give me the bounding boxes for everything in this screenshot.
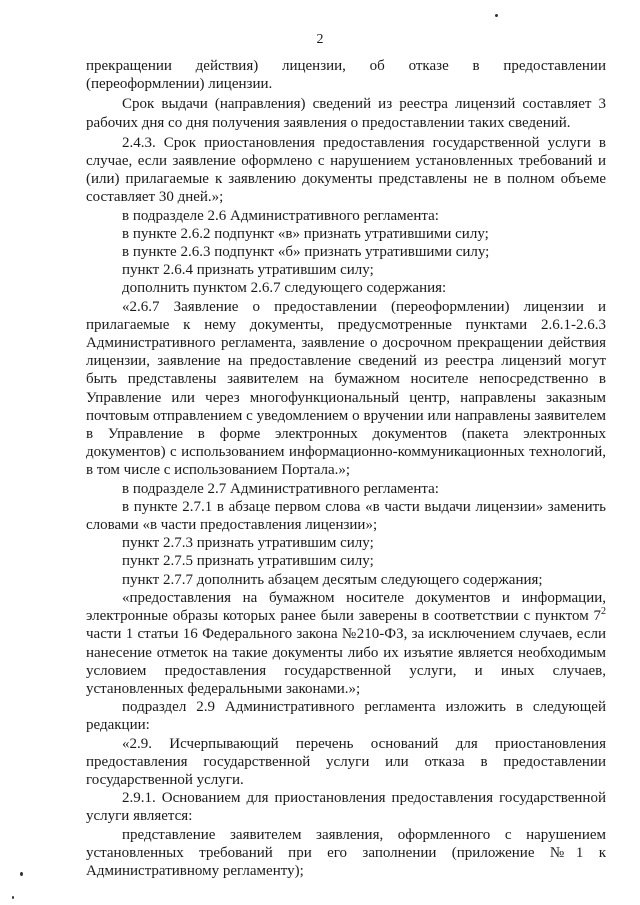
scan-speck (495, 14, 498, 17)
paragraph: пункт 2.7.3 признать утратившим силу; (122, 535, 374, 552)
paragraph: подраздел 2.9 Административного регламента изложить в следующей редакции: (86, 699, 606, 734)
superscript: 2 (601, 606, 606, 618)
paragraph: дополнить пунктом 2.6.7 следующего содержания: (122, 280, 447, 297)
paragraph: прекращении действия) лицензии, об отказе в предоставлении (переоформлении) лицензии. (86, 58, 606, 93)
paragraph: 2.9.1. Основанием для приостановления предоставления государственной услуги является: (86, 790, 606, 825)
paragraph: пункт 2.7.7 дополнить абзацем десятым следующего содержания; (122, 571, 543, 588)
paragraph: «2.9. Исчерпывающий перечень оснований для приостановления предоставления государственной услуги или отказа в предоставлении государственной услуги. (86, 735, 606, 788)
paragraph: Срок выдачи (направления) сведений из реестра лицензий составляет 3 рабочих дня со дня получения заявления о предоставлении таких сведений. (86, 96, 606, 131)
paragraph: в пункте 2.6.2 подпункт «в» признать утратившими силу; (122, 225, 489, 242)
paragraph: пункт 2.6.4 признать утратившим силу; (122, 262, 374, 279)
paragraph-text: части 1 статьи 16 Федерального закона №210-ФЗ, за исключением случаев, если нанесение отметок на такие документы либо их изъятие является необходимым условием предоставления государственной услуги, и иных случаев, установленных федеральными законами.»; (86, 626, 606, 697)
scan-speck (20, 872, 23, 876)
document-body (86, 57, 606, 880)
paragraph: «2.6.7 Заявление о предоставлении (переоформлении) лицензии и прилагаемые к нему документы, предусмотренные пунктами 2.6.1-2.6.3 Административного регламента, заявление о досрочном прекращении действия лицензии, заявление на предоставление сведений из реестра лицензий могут быть представлены заявителем на бумажном носителе непосредственно в Управление или через многофункциональный центр, направлены заказным почтовым отправлением с уведомлением о вручении или направлены заявителем в Управление в форме электронных документов (пакета электронных документов) с использованием информационно-коммуникационных технологий, в том числе с использованием Портала.»; (86, 298, 606, 479)
page-number: 2 (316, 32, 324, 47)
paragraph: в пункте 2.6.3 подпункт «б» признать утратившими силу; (122, 244, 490, 261)
paragraph: в пункте 2.7.1 в абзаце первом слова «в части выдачи лицензии» заменить словами «в части предоставления лицензии»; (86, 498, 606, 534)
paragraph: 2.4.3. Срок приостановления предоставления государственной услуги в случае, если заявление оформлено с нарушением установленных требований и (или) прилагаемые к заявлению документы представлены не в полном объеме составляет 30 дней.»; (86, 134, 606, 206)
paragraph: в подразделе 2.7 Административного регламента: (122, 480, 439, 497)
paragraph: представление заявителем заявления, оформленного с нарушением установленных требований при его заполнении (приложение №1 к Административному регламенту); (86, 826, 606, 879)
paragraph: в подразделе 2.6 Административного регламента: (122, 207, 439, 224)
paragraph: пункт 2.7.5 признать утратившим силу; (122, 553, 374, 570)
paragraph-text: «предоставления на бумажном носителе документов и информации, электронные образы которых ранее были заверены в соответствии с пунктом 7 (86, 589, 606, 625)
scan-speck (12, 896, 14, 899)
paragraph (86, 589, 606, 698)
